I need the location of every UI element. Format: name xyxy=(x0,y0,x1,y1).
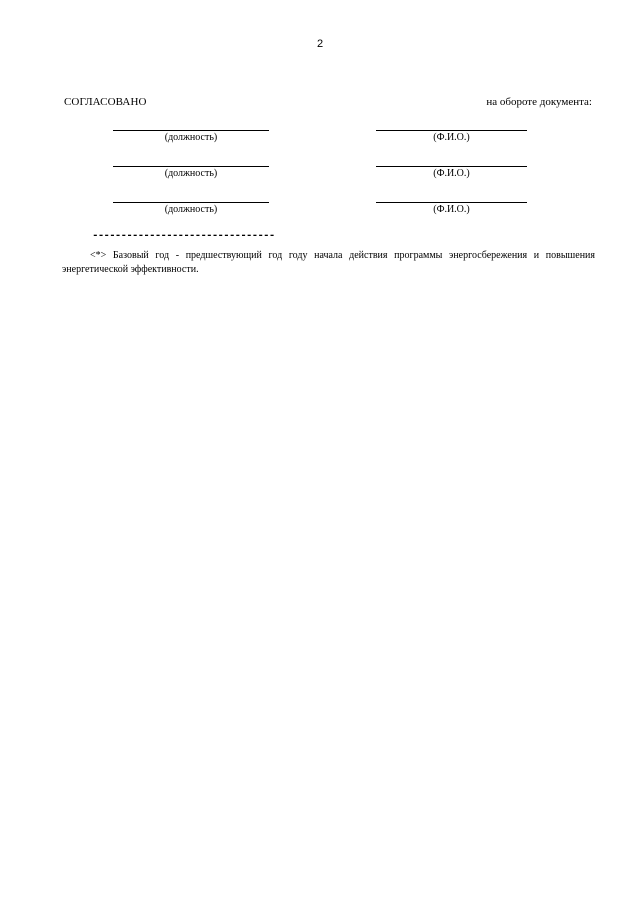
position-signature-line xyxy=(113,166,269,167)
page-number: 2 xyxy=(316,38,324,50)
position-signature-line xyxy=(113,202,269,203)
name-caption: (Ф.И.О.) xyxy=(433,132,470,143)
name-signature-line xyxy=(376,130,527,131)
position-signature-line xyxy=(113,130,269,131)
position-caption: (должность) xyxy=(164,168,218,179)
name-caption: (Ф.И.О.) xyxy=(433,168,470,179)
footnote: <*> Базовый год - предшествующий год году начала действия программы энергосбережения и повышения энергетической эффективности. xyxy=(62,250,595,275)
approval-heading: СОГЛАСОВАНО xyxy=(64,96,147,108)
name-signature-line xyxy=(376,202,527,203)
footnote-separator: -------------------------------- xyxy=(92,230,275,242)
reverse-side-note: на обороте документа: xyxy=(486,96,592,108)
name-caption: (Ф.И.О.) xyxy=(433,204,470,215)
position-caption: (должность) xyxy=(164,204,218,215)
name-signature-line xyxy=(376,166,527,167)
position-caption: (должность) xyxy=(164,132,218,143)
